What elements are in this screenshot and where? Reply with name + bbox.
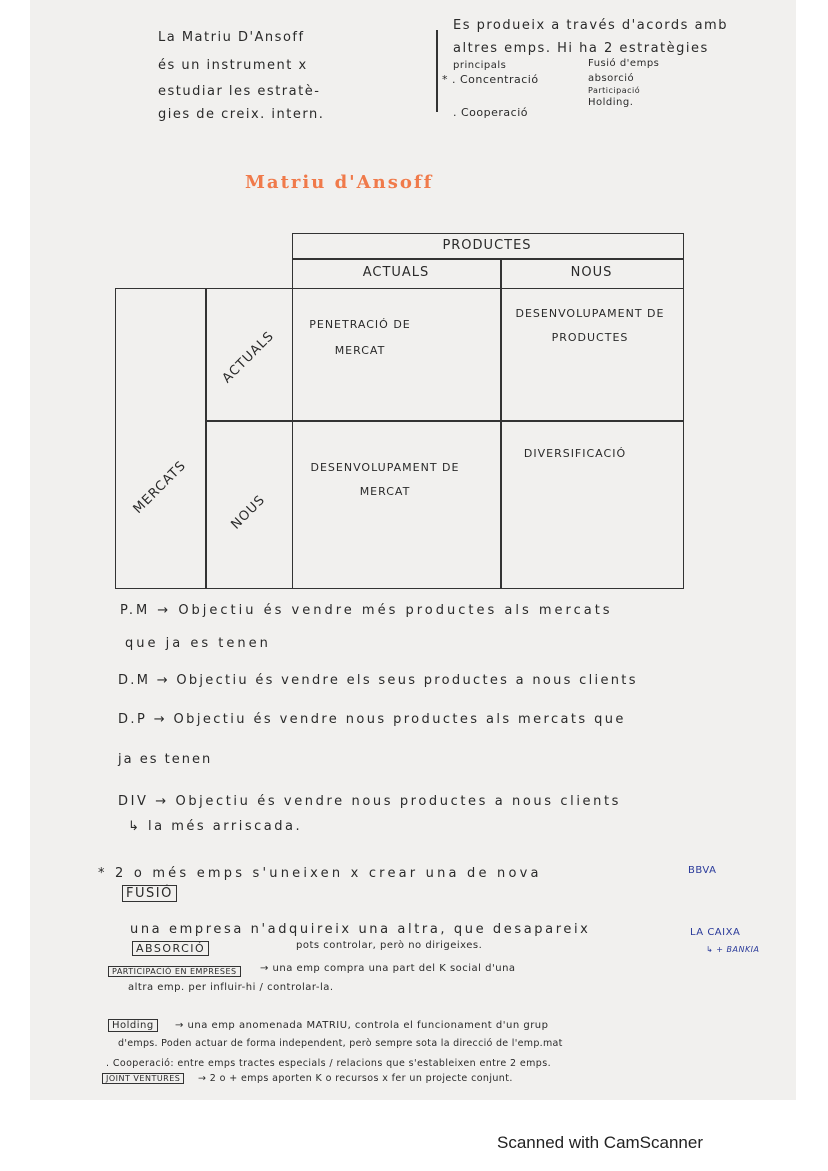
- row-header: ACTUALS: [219, 328, 278, 387]
- intro-right-line: altres emps. Hi ha 2 estratègies: [453, 41, 709, 56]
- branch: Participació: [588, 86, 641, 95]
- participacio-label: PARTICIPACIÓ EN EMPRESES: [108, 966, 241, 977]
- cell-desenv-productes: DESENVOLUPAMENT DE PRODUCTES: [515, 307, 665, 344]
- note: DIV → Objectiu és vendre nous productes a nous clients: [118, 794, 622, 809]
- page-title: Matriu d'Ansoff: [245, 172, 434, 193]
- absorcio-text: una empresa n'adquireix una altra, que desapareix: [130, 922, 591, 937]
- absorcio-example: LA CAIXA: [690, 927, 741, 938]
- fusio-example: BBVA: [688, 865, 717, 876]
- note: ↳ la més arriscada.: [128, 819, 303, 834]
- cell-desenv-mercat: DESENVOLUPAMENT DE MERCAT: [310, 461, 460, 498]
- col-header: ACTUALS: [362, 265, 430, 280]
- holding-text: → una emp anomenada MATRIU, controla el funcionament d'un grup: [175, 1020, 549, 1031]
- absorcio-example2: ↳ + BANKIA: [706, 945, 760, 954]
- note: ja es tenen: [118, 752, 213, 767]
- absorcio-note: pots controlar, però no dirigeixes.: [296, 940, 483, 951]
- intro-left-line: estudiar les estratè-: [158, 84, 321, 99]
- cell-diversificacio: DIVERSIFICACIÓ: [523, 447, 627, 460]
- absorcio-label: ABSORCIÓ: [132, 941, 209, 956]
- concentracio: * . Concentració: [442, 73, 539, 86]
- branch: Holding.: [588, 97, 634, 108]
- fusio-label: FUSIÓ: [122, 885, 177, 902]
- col-header: NOUS: [570, 265, 613, 280]
- note: P.M → Objectiu és vendre més productes als mercats: [120, 603, 613, 618]
- participacio-text2: altra emp. per influir-hi / controlar-la.: [128, 982, 334, 993]
- divider: [436, 30, 438, 112]
- note: D.P → Objectiu és vendre nous productes als mercats que: [118, 712, 626, 727]
- fusio-text: * 2 o més emps s'uneixen x crear una de nova: [98, 866, 542, 881]
- joint-label: JOINT VENTURES: [102, 1073, 184, 1084]
- products-header: PRODUCTES: [442, 238, 532, 253]
- markets-header: MERCATS: [130, 458, 190, 517]
- scanner-watermark: Scanned with CamScanner: [497, 1133, 704, 1152]
- branch: absorció: [588, 73, 635, 84]
- intro-left-line: és un instrument x: [158, 58, 308, 73]
- participacio-text: → una emp compra una part del K social d'una: [260, 963, 516, 974]
- intro-left-line: gies de creix. intern.: [158, 107, 325, 122]
- note: D.M → Objectiu és vendre els seus productes a nous clients: [118, 673, 638, 688]
- branch: Fusió d'emps: [588, 58, 660, 69]
- row-header: NOUS: [228, 492, 269, 533]
- note: que ja es tenen: [125, 636, 271, 651]
- cooperacio: . Cooperació: [453, 106, 528, 119]
- intro-right-line: principals: [453, 60, 507, 71]
- joint-text: → 2 o + emps aporten K o recursos x fer un projecte conjunt.: [198, 1073, 513, 1084]
- holding-text2: d'emps. Poden actuar de forma independent, però sempre sota la direcció de l'emp.mat: [118, 1038, 563, 1049]
- holding-label: Holding: [108, 1019, 158, 1032]
- intro-left-line: La Matriu D'Ansoff: [158, 30, 305, 45]
- cooperacio-note: . Cooperació: entre emps tractes especials / relacions que s'estableixen entre 2 emps.: [106, 1058, 552, 1069]
- cell-penetracio: PENETRACIÓ DE MERCAT: [309, 318, 411, 357]
- intro-right-line: Es produeix a través d'acords amb: [453, 18, 728, 33]
